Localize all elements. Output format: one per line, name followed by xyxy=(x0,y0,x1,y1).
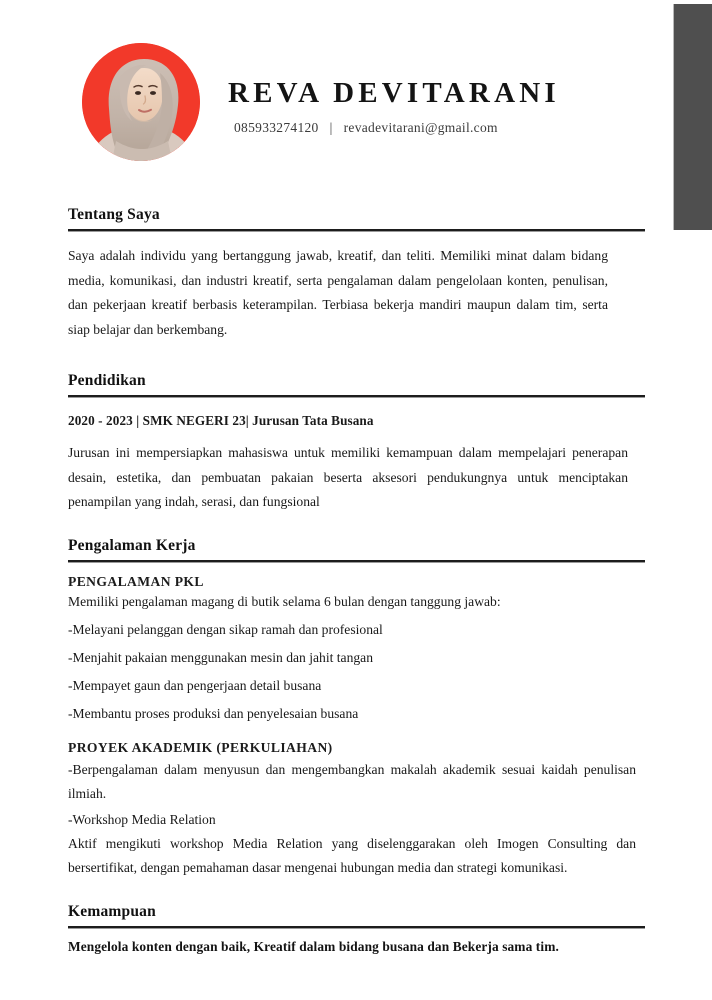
cv-header xyxy=(0,0,673,170)
section-title-about: Tentang Saya xyxy=(68,206,160,223)
list-item: -Melayani pelanggan dengan sikap ramah dan profesional xyxy=(68,622,383,638)
contact-line xyxy=(228,120,560,136)
email-address[interactable]: revadevitarani@gmail.com xyxy=(343,120,498,136)
pkl-intro: Memiliki pengalaman magang di butik selama 6 bulan dengan tanggung jawab: xyxy=(68,594,501,610)
education-description: Jurusan ini mempersiapkan mahasiswa untuk memiliki kemampuan dalam mempelajari penerapan desain, estetika, dan pembuatan pakaian beserta aksesori pendukungnya untuk menciptakan penampilan yang indah, serasi, dan fungsional xyxy=(68,444,628,510)
section-education xyxy=(0,372,673,515)
section-divider xyxy=(68,395,645,398)
project-detail: Aktif mengikuti workshop Media Relation yang diselenggarakan oleh Imogen Consulting dan bersertifikat, dengan pemahaman dasar mengenai hubungan media dan strategi komunikasi. xyxy=(68,836,636,875)
phone-number: 085933274120 xyxy=(234,120,319,136)
project-item-1: -Berpengalaman dalam menyusun dan mengembangkan makalah akademik sesuai kaidah penulisan ilmiah. xyxy=(68,762,636,801)
subheading-academic-project: PROYEK AKADEMIK (PERKULIAHAN) xyxy=(68,740,333,756)
section-divider xyxy=(68,229,645,232)
skills-line: Mengelola konten dengan baik, Kreatif dalam bidang busana dan Bekerja sama tim. xyxy=(68,939,559,955)
education-entry: 2020 - 2023 | SMK NEGERI 23| Jurusan Tata Busana xyxy=(68,412,374,428)
list-item: -Membantu proses produksi dan penyelesaian busana xyxy=(68,706,359,722)
scrollbar-track[interactable] xyxy=(673,0,712,1000)
avatar xyxy=(82,43,200,161)
scrollbar-thumb[interactable] xyxy=(673,4,712,230)
contact-separator: | xyxy=(329,120,333,136)
project-item-2: -Workshop Media Relation xyxy=(68,812,216,828)
section-divider xyxy=(68,560,645,563)
section-divider xyxy=(68,926,645,929)
subheading-pkl: PENGALAMAN PKL xyxy=(68,574,204,590)
page-title: REVA DEVITARANI xyxy=(228,76,560,109)
profile-photo-icon xyxy=(82,43,200,161)
section-title-skills: Kemampuan xyxy=(68,903,156,921)
section-experience xyxy=(0,537,673,879)
list-item: -Menjahit pakaian menggunakan mesin dan jahit tangan xyxy=(68,650,374,666)
section-title-experience: Pengalaman Kerja xyxy=(68,537,196,555)
section-skills xyxy=(0,903,673,955)
about-paragraph: Saya adalah individu yang bertanggung jawab, kreatif, dan teliti. Memiliki minat dalam bidang media, komunikasi, dan industri kreatif, serta pengalaman dalam pengelolaan konten, penulisan, dan pekerjaan kreatif berbasis keterampilan. Terbiasa bekerja mandiri maupun dalam tim, serta siap belajar dan berkembang. xyxy=(68,248,608,338)
section-title-education: Pendidikan xyxy=(68,371,146,389)
section-about xyxy=(0,206,673,343)
header-text-block xyxy=(228,68,560,137)
list-item: -Mempayet gaun dan pengerjaan detail busana xyxy=(68,678,322,694)
